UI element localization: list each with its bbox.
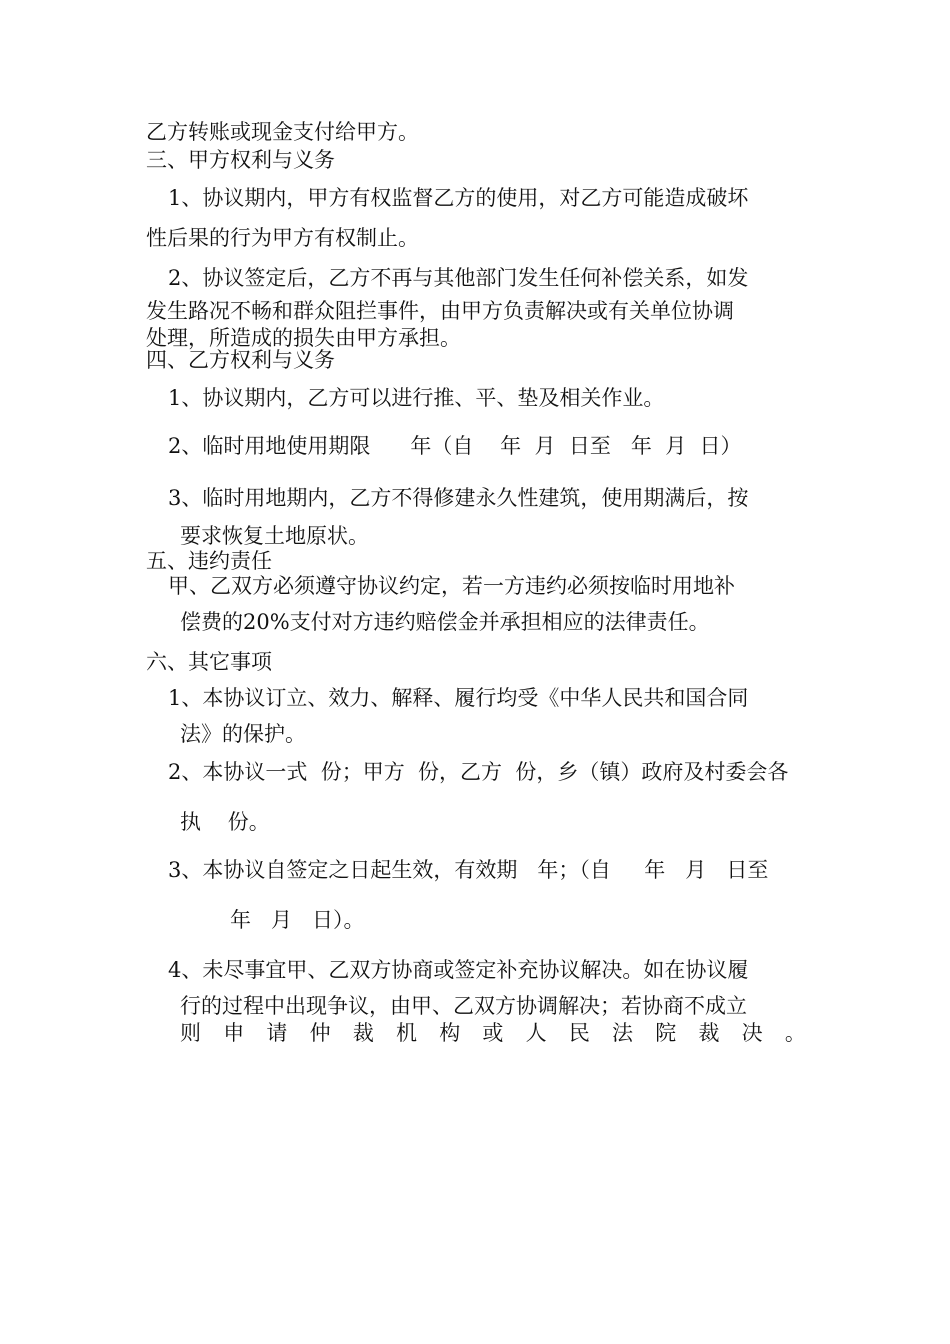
paragraph-line: 行的过程中出现争议，由甲、乙双方协调解决；若协商不成立 xyxy=(180,994,747,1018)
section-heading: 四、乙方权利与义务 xyxy=(146,348,335,372)
paragraph-line: 年 月 日）。 xyxy=(230,908,365,932)
paragraph-line: 3、临时用地期内，乙方不得修建永久性建筑，使用期满后，按 xyxy=(168,486,749,510)
paragraph-line: 4、未尽事宜甲、乙双方协商或签定补充协议解决。如在协议履 xyxy=(168,958,749,982)
paragraph-line: 2、本协议一式 份；甲方 份，乙方 份，乡（镇）政府及村委会各 xyxy=(168,760,789,784)
char: 决 xyxy=(741,1021,763,1045)
section-heading: 六、其它事项 xyxy=(146,650,272,674)
char: 或 xyxy=(482,1021,504,1045)
paragraph-line: 执 份。 xyxy=(180,810,270,834)
justified-paragraph-line xyxy=(180,1019,806,1047)
paragraph-line: 法》的保护。 xyxy=(180,722,306,746)
paragraph-line: 1、本协议订立、效力、解释、履行均受《中华人民共和国合同 xyxy=(168,686,749,710)
paragraph-line: 性后果的行为甲方有权制止。 xyxy=(146,226,419,250)
char: 构 xyxy=(439,1021,461,1045)
char: 民 xyxy=(568,1021,590,1045)
char: 法 xyxy=(612,1021,634,1045)
paragraph-line: 乙方转账或现金支付给甲方。 xyxy=(146,120,419,144)
paragraph-line: 1、协议期内，甲方有权监督乙方的使用，对乙方可能造成破坏 xyxy=(168,186,749,210)
paragraph-line: 发生路况不畅和群众阻拦事件，由甲方负责解决或有关单位协调 xyxy=(146,299,734,323)
char: 。 xyxy=(784,1021,806,1045)
paragraph-line: 3、本协议自签定之日起生效，有效期 年；（自 年 月 日至 xyxy=(168,858,769,882)
char: 仲 xyxy=(309,1021,331,1045)
paragraph-line: 甲、乙双方必须遵守协议约定，若一方违约必须按临时用地补 xyxy=(168,574,735,598)
char: 裁 xyxy=(352,1021,374,1045)
char: 请 xyxy=(266,1021,288,1045)
char: 机 xyxy=(396,1021,418,1045)
paragraph-line: 要求恢复土地原状。 xyxy=(180,524,369,548)
section-heading: 五、违约责任 xyxy=(146,549,272,573)
char: 申 xyxy=(223,1021,245,1045)
char: 则 xyxy=(180,1021,201,1045)
char: 人 xyxy=(525,1021,547,1045)
paragraph-line: 偿费的20%支付对方违约赔偿金并承担相应的法律责任。 xyxy=(180,610,710,634)
section-heading: 三、甲方权利与义务 xyxy=(146,148,335,172)
paragraph-line: 2、协议签定后，乙方不再与其他部门发生任何补偿关系，如发 xyxy=(168,266,749,290)
char: 裁 xyxy=(698,1021,720,1045)
paragraph-line: 1、协议期内，乙方可以进行推、平、垫及相关作业。 xyxy=(168,386,665,410)
paragraph-line: 2、临时用地使用期限 年（自 年 月 日至 年 月 日） xyxy=(168,434,742,458)
char: 院 xyxy=(655,1021,677,1045)
paragraph-line: 处理，所造成的损失由甲方承担。 xyxy=(146,326,461,350)
